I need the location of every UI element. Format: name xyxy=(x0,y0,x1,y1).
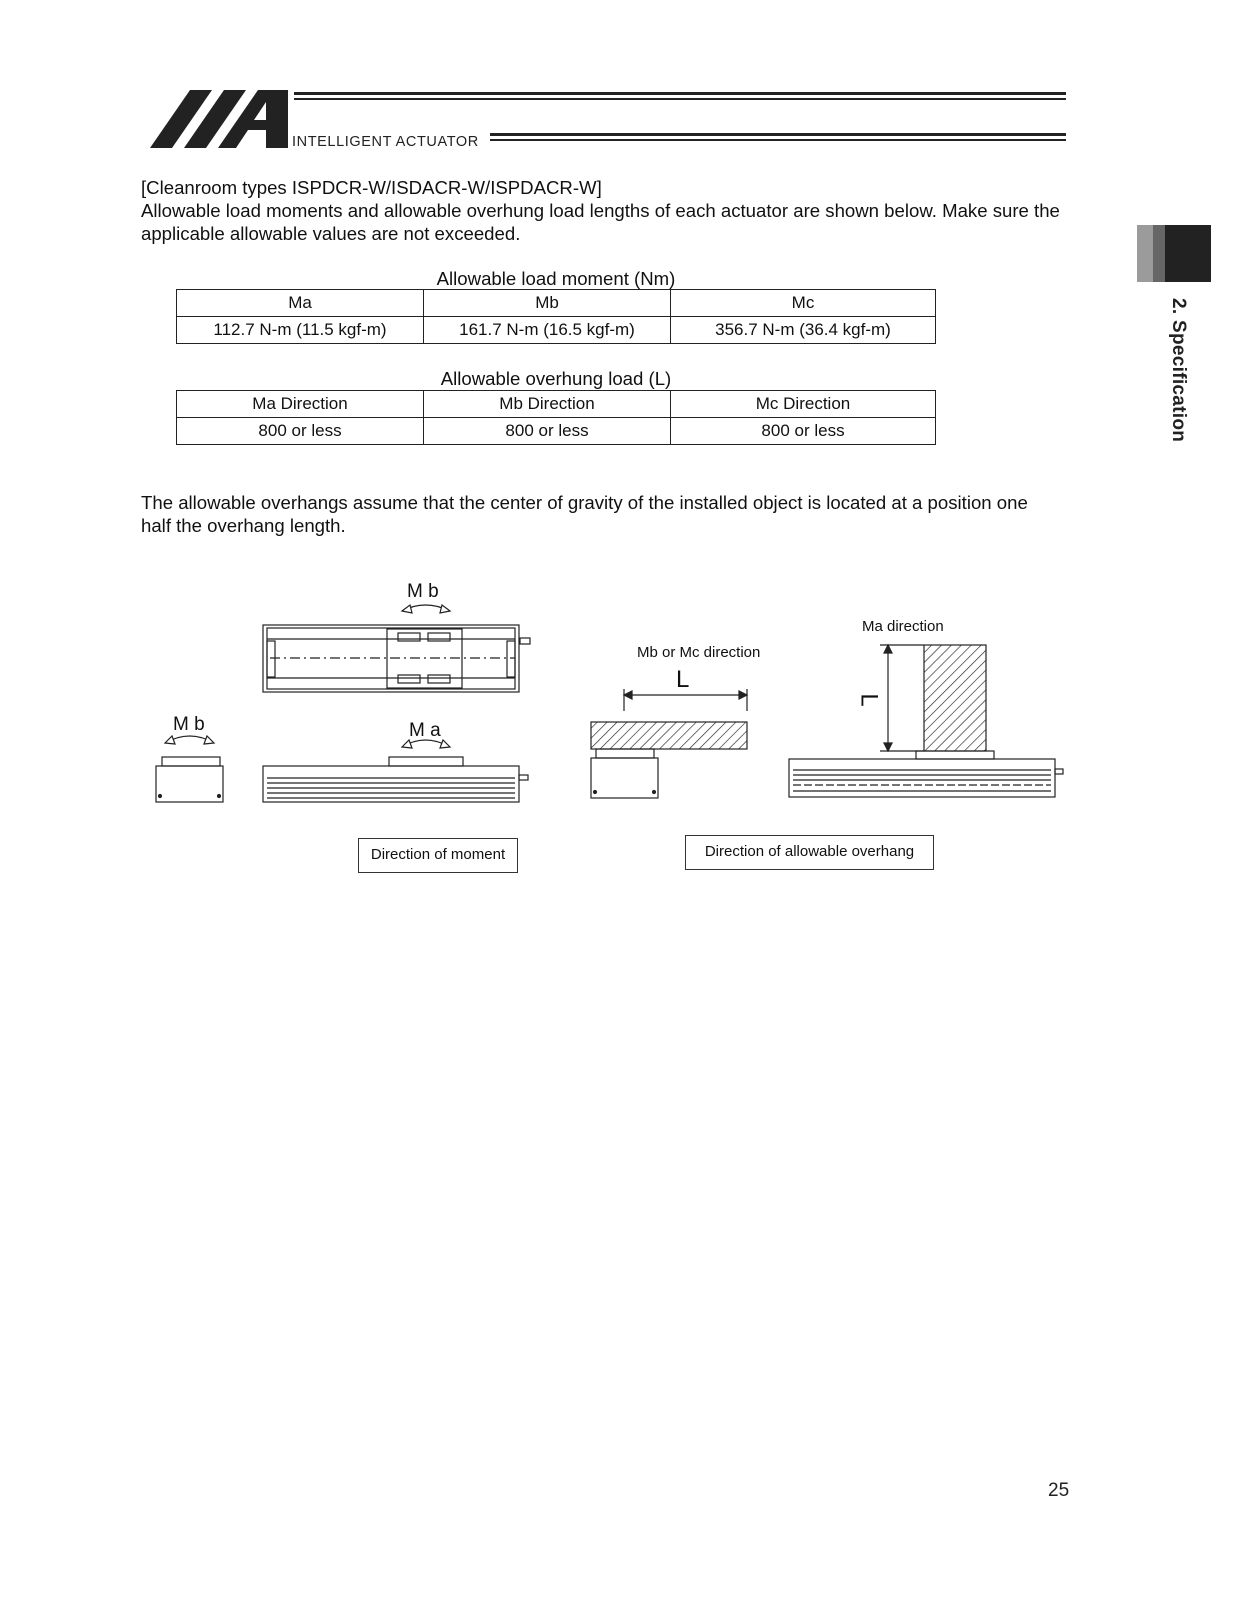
mb-side-rotation-arrow-icon xyxy=(165,736,214,744)
side-tab-marker-mid xyxy=(1153,225,1165,282)
actuator-top-view xyxy=(263,625,530,692)
header-rule-bottom-thin xyxy=(490,139,1066,141)
intro-text: Allowable load moments and allowable overhung load lengths of each actuator are shown below. Make sure the applicable allowable values are not exceeded. xyxy=(141,200,1060,244)
table-cell: 161.7 N-m (16.5 kgf-m) xyxy=(424,317,671,344)
mb-rotation-arrow-icon xyxy=(402,605,450,613)
header-rule-top-thin xyxy=(294,98,1066,100)
section-heading: [Cleanroom types ISPDCR-W/ISDACR-W/ISPDACR-W] xyxy=(141,177,602,198)
l-horizontal-label: L xyxy=(676,666,690,693)
side-tab-marker-dark xyxy=(1165,225,1211,282)
mb-mc-direction-label: Mb or Mc direction xyxy=(637,644,761,661)
table-header-cell: Ma Direction xyxy=(177,391,424,418)
table-header-cell: Mc xyxy=(671,290,936,317)
moment-caption-box: Direction of moment xyxy=(358,838,518,873)
ma-label: M a xyxy=(409,720,441,741)
section-tab-label: 2. Specification xyxy=(1168,298,1189,443)
ma-direction-label: Ma direction xyxy=(862,618,944,635)
table-header-cell: Mb xyxy=(424,290,671,317)
overhang-note: The allowable overhangs assume that the center of gravity of the installed object is located at a position one half the overhang length. xyxy=(141,492,1028,536)
l-vertical-label: L xyxy=(855,693,883,707)
actuator-end-view xyxy=(156,757,223,802)
table-cell: 356.7 N-m (36.4 kgf-m) xyxy=(671,317,936,344)
table-row xyxy=(177,317,936,344)
mb-side-label: M b xyxy=(173,714,205,735)
actuator-side-view xyxy=(263,757,528,802)
brand-text: INTELLIGENT ACTUATOR xyxy=(292,134,479,150)
header-rule-top xyxy=(294,92,1066,95)
table-row xyxy=(177,418,936,445)
table-cell: 800 or less xyxy=(177,418,424,445)
overhang-table xyxy=(176,390,936,445)
iai-logo-icon xyxy=(150,88,290,150)
table-cell: 800 or less xyxy=(671,418,936,445)
mb-top-label: M b xyxy=(407,581,439,602)
overhang-load-vertical xyxy=(789,645,1063,797)
table-header-cell: Mb Direction xyxy=(424,391,671,418)
page-number: 25 xyxy=(1048,1480,1070,1501)
overhang-caption-box: Direction of allowable overhang xyxy=(685,835,934,870)
table-header-cell: Mc Direction xyxy=(671,391,936,418)
table-header-row xyxy=(177,290,936,317)
header-rule-bottom xyxy=(490,133,1066,136)
moment-overhang-diagram xyxy=(140,575,1070,825)
moment-table xyxy=(176,289,936,344)
table-cell: 800 or less xyxy=(424,418,671,445)
table-header-row xyxy=(177,391,936,418)
table-header-cell: Ma xyxy=(177,290,424,317)
side-tab-marker xyxy=(1137,225,1153,282)
overhang-load-horizontal xyxy=(591,689,747,798)
table-cell: 112.7 N-m (11.5 kgf-m) xyxy=(177,317,424,344)
overhang-table-caption: Allowable overhung load (L) xyxy=(440,368,672,389)
moment-table-caption: Allowable load moment (Nm) xyxy=(436,268,676,289)
